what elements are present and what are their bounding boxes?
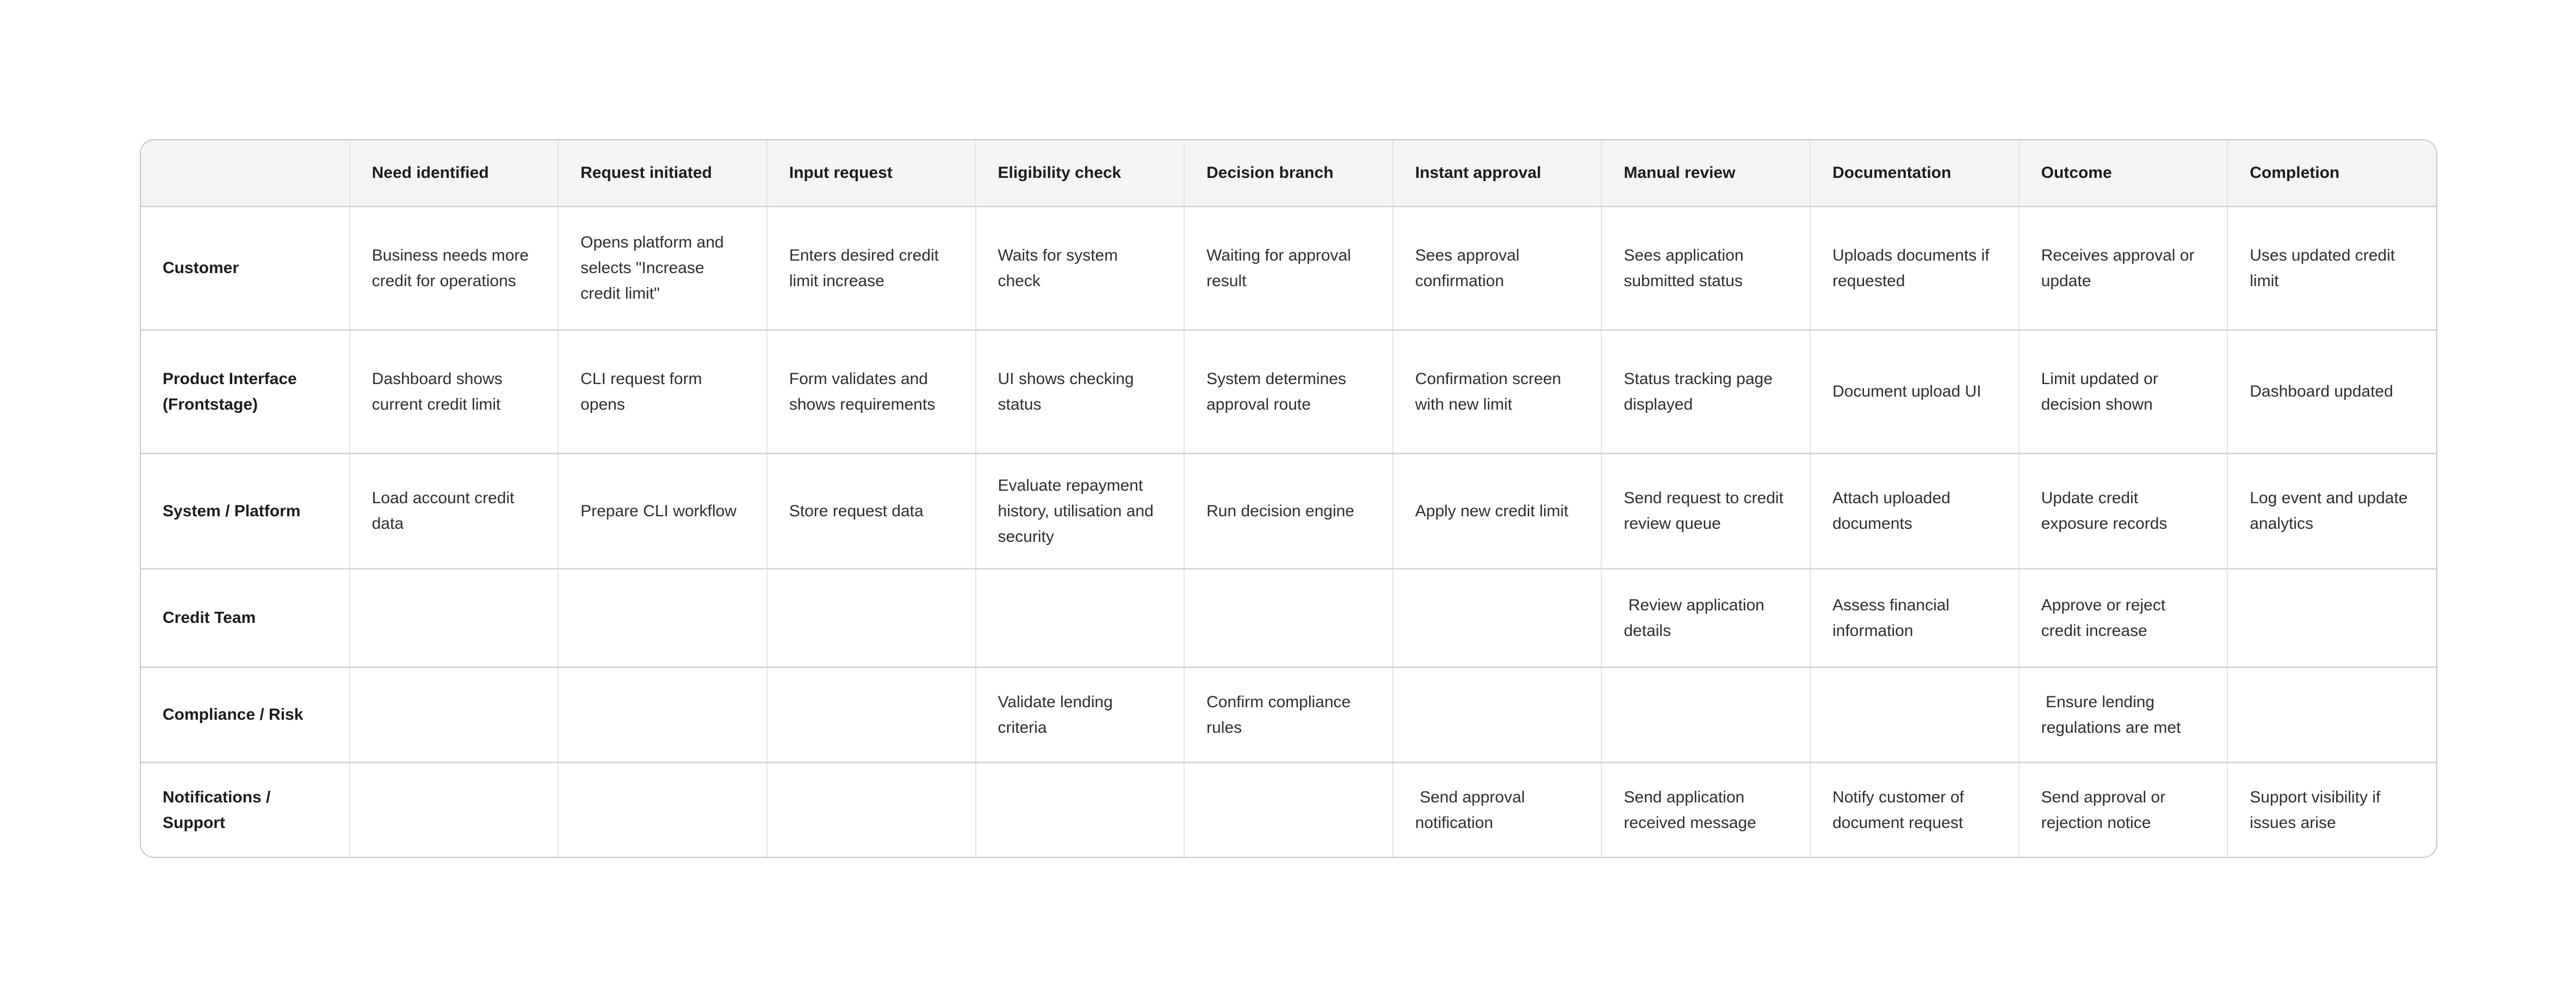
journey-cell: Support visibility if issues arise [2227,762,2436,857]
stage-header: Request initiated [558,140,767,206]
journey-cell [2227,569,2436,667]
lane-label: Product Interface (Frontstage) [141,330,350,453]
journey-cell: Apply new credit limit [1393,453,1602,569]
journey-cell: Assess financial information [1810,569,2019,667]
journey-cell [350,762,559,857]
journey-cell: Load account credit data [350,453,559,569]
journey-cell: Uses updated credit limit [2227,206,2436,330]
journey-cell: Receives approval or update [2019,206,2228,330]
journey-table-body [141,206,2436,857]
stage-header-row [141,140,2436,206]
journey-cell: Confirm compliance rules [1184,667,1393,762]
stage-header: Manual review [1601,140,1810,206]
stage-header: Decision branch [1184,140,1393,206]
journey-cell: Send request to credit review queue [1601,453,1810,569]
stage-header: Instant approval [1393,140,1602,206]
journey-cell: Send application received message [1601,762,1810,857]
journey-cell [976,762,1185,857]
journey-cell: Confirmation screen with new limit [1393,330,1602,453]
journey-cell: Status tracking page displayed [1601,330,1810,453]
journey-cell: Notify customer of document request [1810,762,2019,857]
journey-cell: Send approval notification [1393,762,1602,857]
journey-cell [767,667,976,762]
journey-cell: Ensure lending regulations are met [2019,667,2228,762]
journey-cell: Limit updated or decision shown [2019,330,2228,453]
journey-cell [1393,569,1602,667]
journey-cell: Document upload UI [1810,330,2019,453]
journey-cell: UI shows checking status [976,330,1185,453]
journey-cell [350,569,559,667]
corner-cell [141,140,350,206]
lane-row [141,330,2436,453]
journey-cell [1184,569,1393,667]
lane-label: System / Platform [141,453,350,569]
journey-cell: Waiting for approval result [1184,206,1393,330]
journey-cell: Form validates and shows requirements [767,330,976,453]
journey-cell [1810,667,2019,762]
journey-map-card [140,139,2437,858]
stage-header: Need identified [350,140,559,206]
journey-cell [976,569,1185,667]
journey-cell [767,569,976,667]
journey-cell: Business needs more credit for operations [350,206,559,330]
journey-cell [558,667,767,762]
journey-cell: Send approval or rejection notice [2019,762,2228,857]
journey-cell: Prepare CLI workflow [558,453,767,569]
journey-cell: Run decision engine [1184,453,1393,569]
journey-cell: Sees application submitted status [1601,206,1810,330]
journey-cell: Waits for system check [976,206,1185,330]
stage-header: Input request [767,140,976,206]
journey-cell [1184,762,1393,857]
journey-cell [558,569,767,667]
lane-label: Customer [141,206,350,330]
journey-map-table [141,140,2436,857]
lane-label: Compliance / Risk [141,667,350,762]
stage-header: Eligibility check [976,140,1185,206]
lane-row [141,453,2436,569]
stage-header: Completion [2227,140,2436,206]
journey-cell: Enters desired credit limit increase [767,206,976,330]
stage-header: Outcome [2019,140,2228,206]
journey-cell: Validate lending criteria [976,667,1185,762]
journey-cell: Sees approval confirmation [1393,206,1602,330]
journey-cell [2227,667,2436,762]
journey-cell [1601,667,1810,762]
stage-header: Documentation [1810,140,2019,206]
journey-cell: Log event and update analytics [2227,453,2436,569]
lane-row [141,569,2436,667]
journey-cell: Dashboard updated [2227,330,2436,453]
journey-cell: Attach uploaded documents [1810,453,2019,569]
journey-cell [1393,667,1602,762]
journey-cell: Approve or reject credit increase [2019,569,2228,667]
journey-cell [350,667,559,762]
journey-cell: Review application details [1601,569,1810,667]
lane-row [141,667,2436,762]
journey-cell: System determines approval route [1184,330,1393,453]
journey-cell: Update credit exposure records [2019,453,2228,569]
journey-cell: Dashboard shows current credit limit [350,330,559,453]
lane-label: Credit Team [141,569,350,667]
lane-row [141,762,2436,857]
journey-cell: Opens platform and selects "Increase credit limit" [558,206,767,330]
journey-cell: CLI request form opens [558,330,767,453]
journey-cell [767,762,976,857]
journey-cell: Evaluate repayment history, utilisation and security [976,453,1185,569]
journey-cell: Store request data [767,453,976,569]
journey-cell [558,762,767,857]
lane-label: Notifications / Support [141,762,350,857]
lane-row [141,206,2436,330]
journey-cell: Uploads documents if requested [1810,206,2019,330]
